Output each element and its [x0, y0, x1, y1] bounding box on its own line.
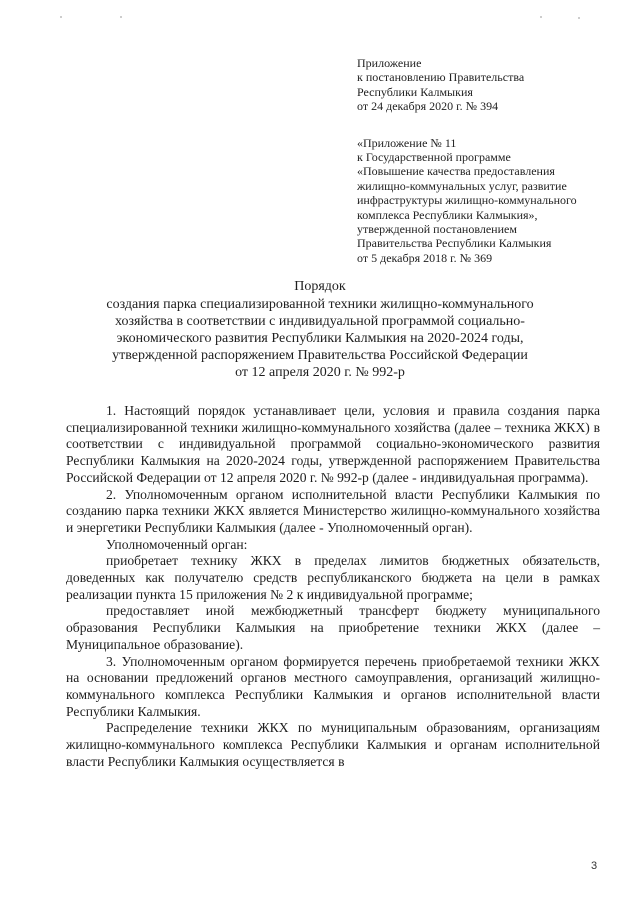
appendix-line: «Приложение № 11 — [357, 135, 457, 150]
appendix-line: от 5 декабря 2018 г. № 369 — [357, 250, 493, 265]
appendix-line: комплекса Республики Калмыкия», — [357, 207, 538, 222]
appendix-line: от 24 декабря 2020 г. № 394 — [357, 99, 499, 114]
appendix-line: Республики Калмыкия — [357, 84, 473, 99]
paragraph: Уполномоченный орган: — [106, 536, 248, 552]
subtitle-line: хозяйства в соответствии с индивидуальной программой социально- — [115, 314, 525, 329]
appendix-line: утвержденной постановлением — [357, 222, 517, 237]
appendix-line: к постановлению Правительства — [357, 70, 525, 85]
appendix-line: к Государственной программе — [357, 150, 511, 165]
scan-speck — [578, 17, 580, 19]
subtitle-line: утвержденной распоряжением Правительства Российской Федерации — [112, 348, 528, 363]
appendix-header — [357, 56, 619, 265]
appendix-line: «Повышение качества предоставления — [357, 164, 555, 179]
paragraph: 1. Настоящий порядок устанавливает цели, условия и правила создания парка специализированной техники жилищно-коммунального хозяйства (далее – техника ЖКХ) в соответствии с индивидуальной программой социально-экономического развития Республики Калмыкия на 2020-2024 годы, утвержденной распоряжением Правительства Российской Федерации от 12 апреля 2020 г. № 992-р (далее - индивидуальная программа). — [66, 403, 600, 485]
paragraph: приобретает технику ЖКХ в пределах лимитов бюджетных обязательств, доведенных как получателю средств республиканского бюджета на цели в рамках реализации пункта 15 приложения № 2 к индивидуальной программе; — [66, 553, 600, 602]
appendix-line: инфраструктуры жилищно-коммунального — [357, 193, 577, 208]
appendix-line: жилищно-коммунальных услуг, развитие — [357, 178, 567, 193]
document-title: Порядок — [294, 279, 346, 294]
scan-speck — [60, 16, 62, 18]
paragraph: предоставляет иной межбюджетный трансферт бюджету муниципального образования Республики Калмыкия на приобретение техники ЖКХ (далее – Муниципальное образование). — [66, 603, 600, 652]
paragraph: 3. Уполномоченным органом формируется перечень приобретаемой техники ЖКХ на основании предложений органов местного самоуправления, организаций жилищно-коммунального комплекса Республики Калмыкия и органов исполнительной власти Республики Калмыкия. — [66, 653, 600, 719]
appendix-line: Приложение — [357, 56, 422, 70]
appendix-line: Правительства Республики Калмыкия — [357, 236, 552, 251]
subtitle-line: создания парка специализированной техники жилищно-коммунального — [106, 297, 534, 312]
document-subtitle — [60, 296, 580, 381]
page-number: 3 — [591, 860, 598, 872]
document-body — [66, 403, 600, 770]
subtitle-line: экономического развития Республики Калмыкия на 2020-2024 годы, — [116, 331, 524, 346]
paragraph: Распределение техники ЖКХ по муниципальным образованиям, организациям жилищно-коммунального комплекса Республики Калмыкия и органам исполнительной власти Республики Калмыкия осуществляется в — [66, 720, 600, 769]
scan-speck — [540, 16, 542, 18]
subtitle-line: от 12 апреля 2020 г. № 992-р — [235, 365, 405, 380]
paragraph: 2. Уполномоченным органом исполнительной власти Республики Калмыкия по созданию парка техники ЖКХ является Министерство жилищно-коммунального хозяйства и энергетики Республики Калмыкия (далее - Уполномоченный орган). — [66, 486, 600, 535]
scan-speck — [120, 16, 122, 18]
